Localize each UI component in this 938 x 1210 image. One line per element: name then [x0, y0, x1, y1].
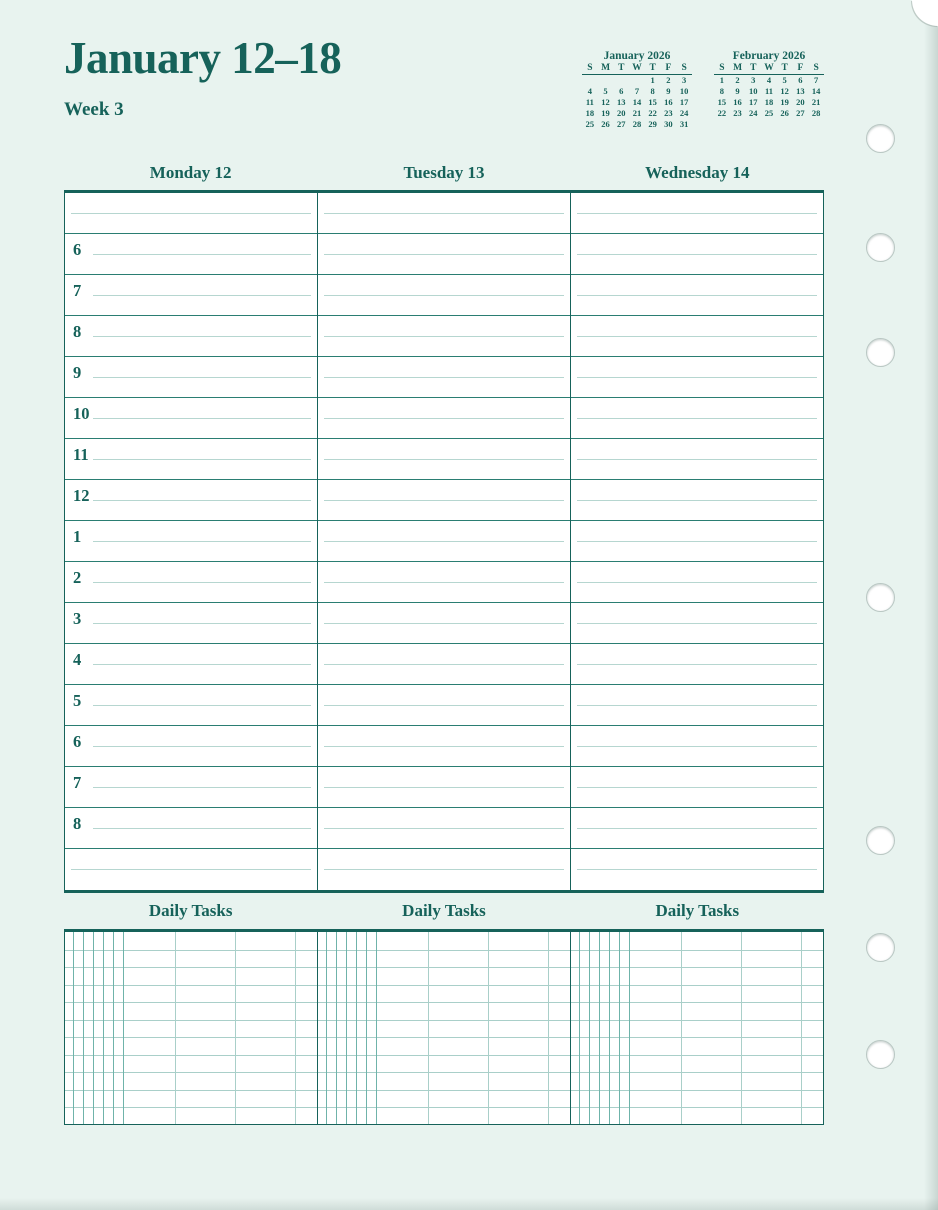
mini-calendar-day [598, 75, 614, 86]
mini-calendar-day: 3 [681, 75, 687, 86]
schedule-slot[interactable] [65, 849, 317, 890]
schedule-slot[interactable] [571, 398, 823, 439]
schedule-slot[interactable] [65, 726, 317, 767]
schedule-slot[interactable] [65, 808, 317, 849]
daily-tasks-column-2[interactable] [318, 932, 571, 1124]
hour-label: 9 [73, 363, 82, 382]
task-grid-col-line [589, 932, 590, 1124]
schedule-slot[interactable] [571, 234, 823, 275]
schedule-slot[interactable] [318, 357, 570, 398]
day-header-1: Monday 12 [149, 163, 232, 182]
schedule-grid[interactable] [64, 190, 824, 893]
hour-label: 3 [73, 609, 82, 628]
half-hour-rule [577, 418, 817, 419]
mini-calendar-week [714, 75, 824, 86]
mini-calendar-day: 17 [749, 96, 758, 107]
task-grid-col-line [83, 932, 84, 1124]
mini-calendars [582, 50, 824, 130]
half-hour-rule [93, 459, 311, 460]
weekday-header: S [582, 63, 598, 75]
mini-calendar-week [582, 97, 692, 108]
mini-calendar-day [808, 119, 824, 120]
mini-calendar-day: 31 [679, 118, 689, 129]
half-hour-rule [324, 705, 564, 706]
schedule-slot[interactable] [318, 767, 570, 808]
schedule-slot[interactable] [318, 685, 570, 726]
mini-calendar-week [714, 97, 824, 108]
mini-calendar-day [730, 119, 746, 120]
mini-calendar-day: 24 [749, 107, 758, 118]
half-hour-rule [324, 418, 564, 419]
mini-calendar-day: 26 [780, 107, 789, 118]
mini-calendar-day: 2 [666, 75, 671, 86]
half-hour-rule [324, 787, 564, 788]
mini-calendar-day: 11 [764, 85, 773, 96]
mini-calendar-day: 23 [733, 107, 742, 118]
mini-calendar-day: 18 [764, 96, 774, 107]
half-hour-rule [324, 459, 564, 460]
mini-calendar-day: 12 [601, 96, 610, 107]
task-grid-col-line [113, 932, 114, 1124]
schedule-slot[interactable] [318, 603, 570, 644]
task-grid-col-line [295, 932, 296, 1124]
schedule-slot[interactable] [318, 521, 570, 562]
mini-calendar-week [582, 108, 692, 119]
mini-calendar-week [582, 119, 692, 130]
mini-calendar-day: 10 [749, 85, 758, 96]
half-hour-rule [324, 336, 564, 337]
schedule-slot[interactable] [571, 644, 823, 685]
mini-calendar-day: 25 [585, 118, 595, 129]
half-hour-rule [577, 295, 817, 296]
half-hour-rule [577, 254, 817, 255]
task-grid-col-line [93, 932, 94, 1124]
schedule-slot[interactable] [65, 480, 317, 521]
daily-tasks-column-1[interactable] [65, 932, 318, 1124]
schedule-slot[interactable] [318, 275, 570, 316]
half-hour-rule [93, 746, 311, 747]
mini-calendar-day: 6 [619, 85, 624, 96]
mini-calendar-day: 22 [717, 107, 727, 118]
schedule-slot[interactable] [318, 193, 570, 234]
mini-calendar-day: 17 [679, 96, 689, 107]
half-hour-rule [324, 869, 564, 870]
mini-calendar-day: 20 [796, 96, 805, 107]
task-grid-col-line [103, 932, 104, 1124]
paper-edge-shadow [924, 0, 938, 1210]
mini-calendar-day: 21 [632, 107, 642, 118]
task-grid-col-line [235, 932, 236, 1124]
half-hour-rule [93, 418, 311, 419]
mini-calendar-day: 14 [632, 96, 642, 107]
task-grid-col-line [741, 932, 742, 1124]
schedule-slot[interactable] [318, 234, 570, 275]
mini-calendar-day: 9 [666, 85, 671, 96]
schedule-slot[interactable] [65, 603, 317, 644]
weekday-header: T [777, 63, 793, 75]
mini-calendar-day: 9 [735, 85, 740, 96]
schedule-slot[interactable] [318, 726, 570, 767]
mini-calendar-day: 2 [735, 75, 740, 86]
mini-calendar-day: 15 [717, 96, 727, 107]
schedule-slot[interactable] [318, 808, 570, 849]
half-hour-rule [577, 787, 817, 788]
mini-calendar-day [745, 119, 761, 120]
half-hour-rule [93, 336, 311, 337]
task-grid-col-line [681, 932, 682, 1124]
half-hour-rule [577, 746, 817, 747]
schedule-slot[interactable] [65, 644, 317, 685]
daily-task-headers [64, 901, 824, 925]
mini-calendar-day: 15 [648, 96, 657, 107]
weekday-header: S [808, 63, 824, 75]
title-block [64, 33, 342, 121]
half-hour-rule [324, 541, 564, 542]
mini-calendar-day: 1 [650, 75, 655, 86]
task-grid-col-line [73, 932, 74, 1124]
paper-corner-cut [912, 0, 938, 26]
schedule-column-1[interactable] [65, 193, 318, 890]
half-hour-rule [577, 500, 817, 501]
mini-calendar-day: 30 [664, 118, 673, 129]
mini-calendar-day [761, 119, 777, 120]
mini-calendar-day: 22 [648, 107, 657, 118]
mini-calendar-day: 3 [751, 75, 756, 86]
mini-calendar-day: 16 [733, 96, 742, 107]
half-hour-rule [577, 869, 817, 870]
mini-calendar-day [777, 119, 793, 120]
task-grid-col-line [619, 932, 620, 1124]
mini-calendar-day: 6 [798, 75, 803, 86]
mini-calendar-day: 25 [764, 107, 774, 118]
schedule-slot[interactable] [65, 316, 317, 357]
hour-label: 11 [73, 445, 89, 464]
schedule-slot[interactable] [571, 275, 823, 316]
schedule-slot[interactable] [318, 316, 570, 357]
day-header-3: Wednesday 14 [645, 163, 750, 182]
half-hour-rule [93, 623, 311, 624]
mini-calendar-week [582, 75, 692, 86]
schedule-slot[interactable] [65, 562, 317, 603]
hour-label: 5 [73, 691, 82, 710]
mini-calendar-week [582, 86, 692, 97]
daily-tasks-header-2: Daily Tasks [402, 901, 486, 920]
mini-calendar-day: 8 [650, 85, 655, 96]
schedule-slot[interactable] [571, 316, 823, 357]
half-hour-rule [93, 500, 311, 501]
hour-label: 10 [73, 404, 90, 423]
week-label: Week 3 [64, 99, 124, 120]
half-hour-rule [324, 254, 564, 255]
mini-calendar-day: 27 [617, 118, 626, 129]
schedule-column-2[interactable] [318, 193, 571, 890]
mini-calendar-february [714, 50, 824, 130]
mini-calendar-day: 13 [796, 85, 805, 96]
weekday-header: F [793, 63, 809, 75]
half-hour-rule [577, 336, 817, 337]
mini-calendar-day: 7 [813, 75, 819, 86]
mini-calendar-day: 28 [811, 107, 821, 118]
mini-calendar-week [714, 108, 824, 119]
mini-calendar-day: 5 [603, 85, 608, 96]
half-hour-rule [324, 295, 564, 296]
weekday-header: S [714, 63, 730, 75]
mini-calendar-day [582, 75, 598, 86]
mini-calendar-day: 24 [679, 107, 689, 118]
half-hour-rule [93, 828, 311, 829]
weekday-header: M [730, 63, 746, 75]
schedule-slot[interactable] [571, 357, 823, 398]
schedule-slot[interactable] [65, 234, 317, 275]
hour-label: 4 [73, 650, 82, 669]
weekday-header: T [745, 63, 761, 75]
daily-tasks-grid[interactable] [64, 929, 824, 1125]
weekday-header: M [598, 63, 614, 75]
mini-calendar-day: 13 [617, 96, 626, 107]
mini-calendar-day: 8 [719, 85, 724, 96]
half-hour-rule [93, 787, 311, 788]
hour-label: 2 [73, 568, 82, 587]
schedule-slot[interactable] [571, 726, 823, 767]
mini-calendar-day: 18 [585, 107, 595, 118]
mini-calendar-day: 4 [587, 85, 592, 96]
mini-calendar-day: 10 [679, 85, 689, 96]
hour-label: 7 [73, 773, 82, 792]
day-header-2: Tuesday 13 [403, 163, 485, 182]
half-hour-rule [324, 664, 564, 665]
mini-calendar-day: 11 [585, 96, 594, 107]
schedule-slot[interactable] [318, 562, 570, 603]
day-headers [64, 163, 824, 187]
schedule-slot[interactable] [571, 480, 823, 521]
half-hour-rule [577, 377, 817, 378]
schedule-slot[interactable] [571, 849, 823, 890]
schedule-slot[interactable] [571, 439, 823, 480]
schedule-slot[interactable] [65, 521, 317, 562]
mini-calendar-day: 5 [782, 75, 787, 86]
schedule-slot[interactable] [318, 849, 570, 890]
page-header [64, 33, 824, 154]
schedule-column-3[interactable] [571, 193, 823, 890]
schedule-slot[interactable] [571, 808, 823, 849]
task-grid-col-line [629, 932, 630, 1124]
mini-calendar-day: 26 [601, 118, 610, 129]
half-hour-rule [324, 500, 564, 501]
hour-label: 8 [73, 322, 82, 341]
hour-label: 6 [73, 732, 82, 751]
task-grid-col-line [175, 932, 176, 1124]
mini-calendar-week [714, 86, 824, 97]
mini-calendar-day: 4 [766, 75, 772, 86]
mini-calendar-day: 19 [601, 107, 610, 118]
schedule-slot[interactable] [571, 521, 823, 562]
task-grid-col-line [428, 932, 429, 1124]
punch-hole-6 [866, 933, 895, 962]
half-hour-rule [93, 541, 311, 542]
schedule-slot[interactable] [318, 398, 570, 439]
half-hour-rule [577, 828, 817, 829]
mini-calendar-day: 28 [632, 118, 642, 129]
mini-calendar-title: February 2026 [732, 50, 806, 62]
daily-tasks-column-3[interactable] [571, 932, 823, 1124]
half-hour-rule [324, 213, 564, 214]
half-hour-rule [577, 664, 817, 665]
mini-calendar-day: 14 [811, 85, 821, 96]
weekday-header: S [676, 63, 692, 75]
half-hour-rule [93, 377, 311, 378]
schedule-slot[interactable] [65, 767, 317, 808]
mini-calendar-day: 16 [664, 96, 673, 107]
schedule-slot[interactable] [65, 193, 317, 234]
schedule-slot[interactable] [65, 398, 317, 439]
punch-hole-3 [866, 338, 895, 367]
weekday-header: T [613, 63, 629, 75]
half-hour-rule [324, 746, 564, 747]
schedule-slot[interactable] [571, 685, 823, 726]
half-hour-rule [324, 377, 564, 378]
schedule-slot[interactable] [65, 439, 317, 480]
weekday-header: W [761, 63, 777, 75]
mini-calendar-day [714, 119, 730, 120]
half-hour-rule [577, 213, 817, 214]
schedule-slot[interactable] [571, 562, 823, 603]
daily-tasks-header-1: Daily Tasks [148, 901, 233, 920]
task-grid-col-line [579, 932, 580, 1124]
half-hour-rule [93, 254, 311, 255]
half-hour-rule [324, 623, 564, 624]
task-grid-col-line [488, 932, 489, 1124]
half-hour-rule [93, 664, 311, 665]
daily-tasks-header-3: Daily Tasks [655, 901, 740, 920]
punch-hole-7 [866, 1040, 895, 1069]
mini-calendar-title: January 2026 [603, 50, 671, 62]
schedule-slot[interactable] [318, 644, 570, 685]
task-grid-col-line [599, 932, 600, 1124]
half-hour-rule [71, 869, 311, 870]
mini-calendar-day: 1 [719, 75, 724, 86]
mini-calendar-january [582, 50, 692, 130]
mini-calendar-day: 23 [664, 107, 673, 118]
half-hour-rule [577, 705, 817, 706]
page-title: January 12–18 [64, 33, 342, 83]
half-hour-rule [93, 295, 311, 296]
mini-calendar-day: 21 [811, 96, 821, 107]
half-hour-rule [324, 828, 564, 829]
half-hour-rule [577, 541, 817, 542]
hour-label: 1 [73, 527, 82, 546]
mini-calendar-day: 20 [617, 107, 626, 118]
task-grid-col-line [801, 932, 802, 1124]
hour-label: 8 [73, 814, 82, 833]
task-grid-col-line [336, 932, 337, 1124]
schedule-slot[interactable] [318, 439, 570, 480]
schedule-slot[interactable] [571, 193, 823, 234]
task-grid-col-line [376, 932, 377, 1124]
schedule-slot[interactable] [65, 275, 317, 316]
weekday-header: F [661, 63, 677, 75]
half-hour-rule [577, 582, 817, 583]
schedule-slot[interactable] [571, 767, 823, 808]
task-grid-col-line [366, 932, 367, 1124]
half-hour-rule [93, 582, 311, 583]
hour-label: 7 [73, 281, 82, 300]
mini-calendar-day: 7 [634, 85, 640, 96]
punch-hole-1 [866, 124, 895, 153]
half-hour-rule [93, 705, 311, 706]
half-hour-rule [71, 213, 311, 214]
schedule-slot[interactable] [65, 685, 317, 726]
punch-hole-2 [866, 233, 895, 262]
half-hour-rule [577, 459, 817, 460]
weekday-header: W [629, 63, 645, 75]
paper-bottom-shadow [0, 1198, 938, 1210]
punch-hole-5 [866, 826, 895, 855]
task-grid-col-line [123, 932, 124, 1124]
task-grid-col-line [548, 932, 549, 1124]
task-grid-col-line [609, 932, 610, 1124]
task-grid-col-line [346, 932, 347, 1124]
half-hour-rule [324, 582, 564, 583]
mini-calendar-day: 29 [648, 118, 657, 129]
mini-calendar-day [629, 75, 645, 86]
mini-calendar-day: 27 [796, 107, 805, 118]
mini-calendar-day [613, 75, 629, 86]
task-grid-col-line [326, 932, 327, 1124]
task-grid-col-line [356, 932, 357, 1124]
mini-calendar-day [793, 119, 809, 120]
weekday-header: T [645, 63, 661, 75]
punch-hole-4 [866, 583, 895, 612]
mini-calendar-day: 12 [780, 85, 789, 96]
schedule-slot[interactable] [318, 480, 570, 521]
half-hour-rule [577, 623, 817, 624]
schedule-slot[interactable] [65, 357, 317, 398]
mini-calendar-week [714, 119, 824, 120]
schedule-slot[interactable] [571, 603, 823, 644]
hour-label: 12 [73, 486, 90, 505]
mini-calendar-day: 19 [780, 96, 789, 107]
hour-label: 6 [73, 240, 82, 259]
